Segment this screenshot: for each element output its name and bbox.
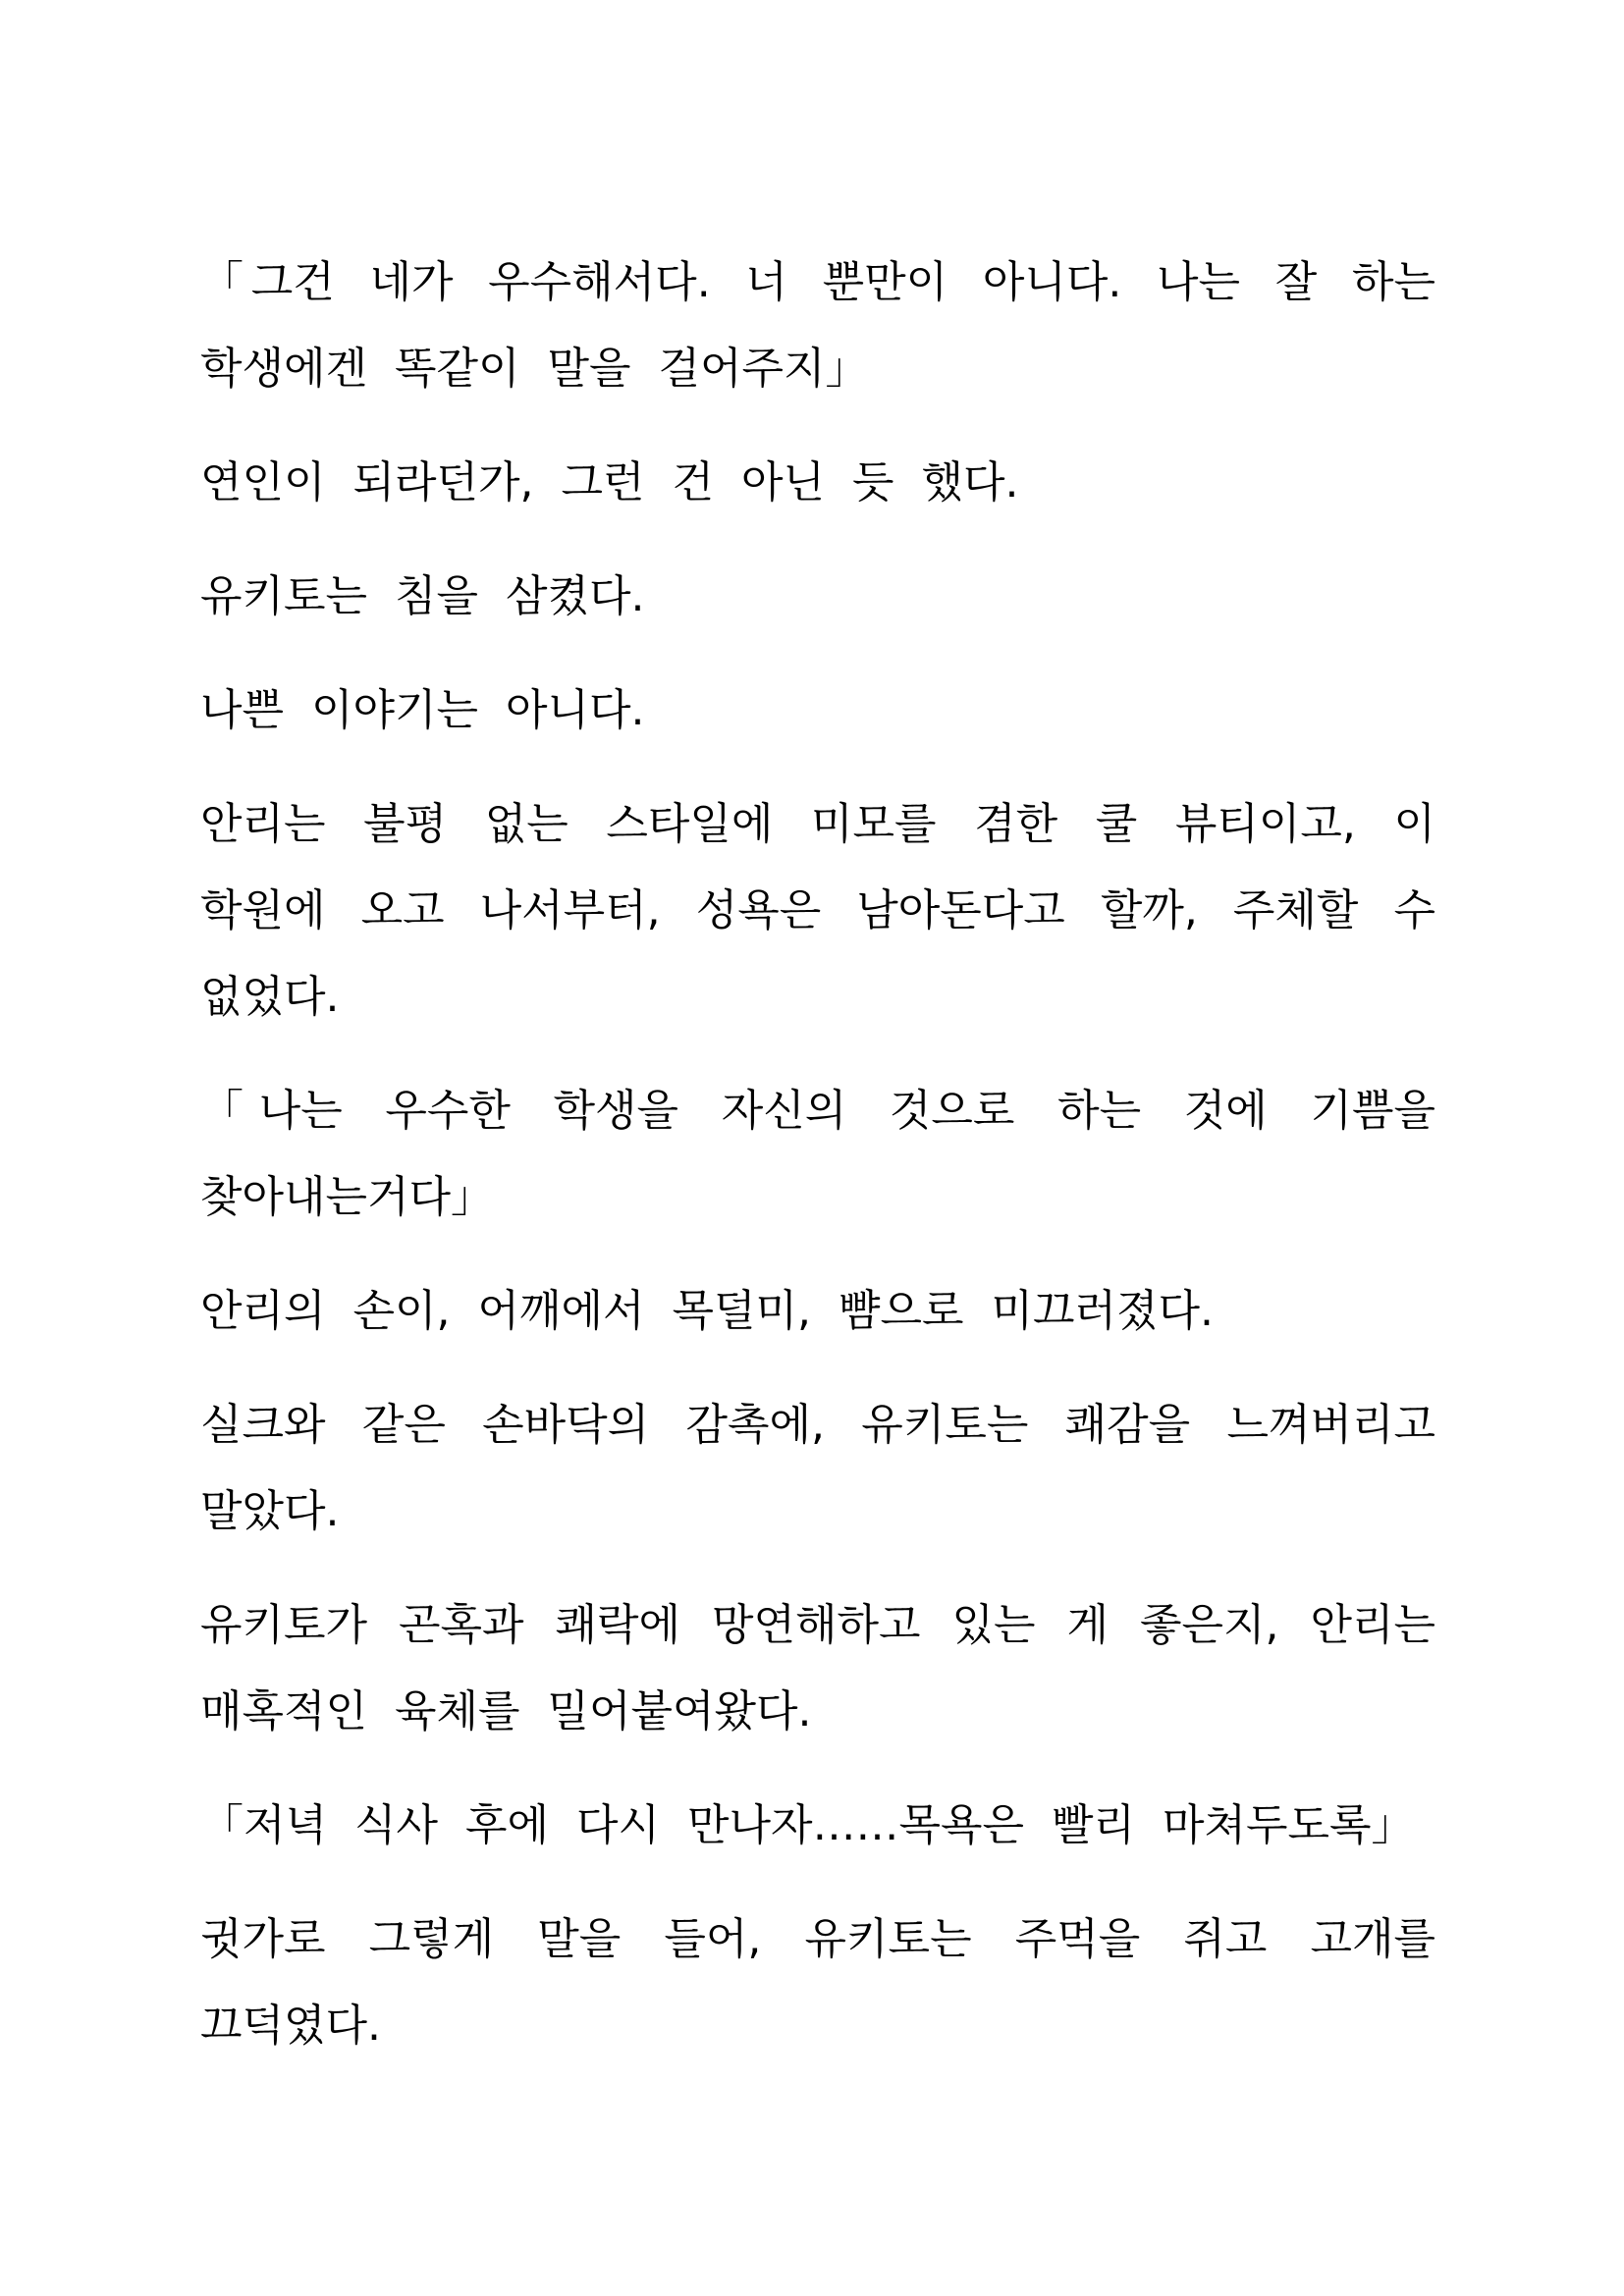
paragraph: 유키토가 곤혹과 쾌락에 망연해하고 있는 게 좋은지, 안리는 매혹적인 육체를 밀어붙여왔다. bbox=[200, 1600, 1435, 1736]
paragraph: 「저녁 식사 후에 다시 만나자……목욕은 빨리 마쳐두도록」 bbox=[200, 1800, 1415, 1850]
paragraph: 「그건 네가 우수해서다. 너 뿐만이 아니다. 나는 잘 하는 학생에겐 똑같이 말을 걸어주지」 bbox=[200, 257, 1435, 394]
paragraph: 안리는 불평 없는 스타일에 미모를 겸한 쿨 뷰티이고, 이 학원에 오고 나서부터, 성욕은 남아돈다고 할까, 주체할 수 없었다. bbox=[200, 799, 1435, 1022]
paragraph: 「나는 우수한 학생을 자신의 것으로 하는 것에 기쁨을 찾아내는거다」 bbox=[200, 1086, 1435, 1222]
paragraph: 연인이 되라던가, 그런 건 아닌 듯 했다. bbox=[200, 457, 1019, 507]
body-text bbox=[200, 240, 1435, 2097]
paragraph: 유키토는 침을 삼켰다. bbox=[200, 571, 645, 621]
paragraph: 나쁜 이야기는 아니다. bbox=[200, 685, 645, 735]
paragraph: 안리의 손이, 어깨에서 목덜미, 뺨으로 미끄러졌다. bbox=[200, 1286, 1214, 1336]
paragraph: 귓가로 그렇게 말을 들어, 유키토는 주먹을 쥐고 고개를 끄덕였다. bbox=[200, 1914, 1435, 2051]
paragraph: 실크와 같은 손바닥의 감촉에, 유키토는 쾌감을 느껴버리고 말았다. bbox=[200, 1400, 1435, 1536]
